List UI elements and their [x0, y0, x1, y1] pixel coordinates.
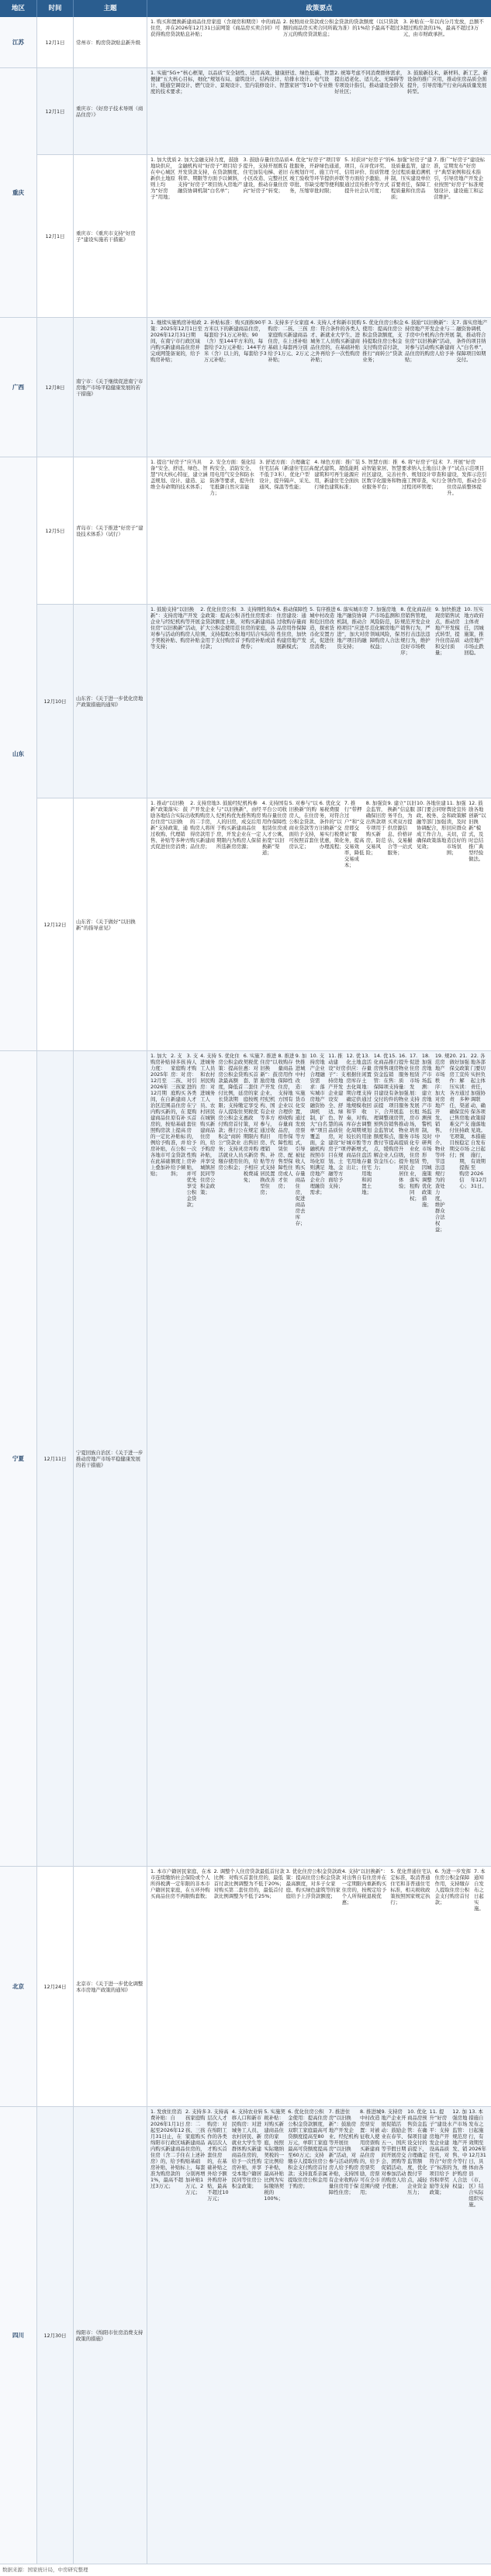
- policy-point: 7. 加强房地产市场监测和风险防范，防范化解房地产领域风险，保障购房人合法权益；: [369, 606, 400, 650]
- table-row: [0, 155, 491, 318]
- policy-point: 5. 优化普通住宅认定标准，取消普通住宅和非普通住宅标准，相关税收政策按照国家规定执行；: [390, 1868, 432, 1905]
- policy-point: 9. 加快推进城中村改造：实施货币化安置，通过发放房票等方式，引导被征收人购买存量商品住房，促进商品房去库存；: [295, 1053, 307, 1226]
- policy-point: 10. 支持房地产企业合理融资需求：落实城市房地产融资协调机制，扩大“白名单”项目覆盖面，金融机构按照市场化原则满足房地产企业合理融资需求；: [309, 1053, 328, 1195]
- policy-point: 6. 优化交易税费服务，对符合条件的“以旧换新”交易实行税费优惠，简化办理流程；: [319, 800, 344, 850]
- header-region: 地区: [0, 0, 37, 17]
- policy-point: 4. 绿色方面：推广装配式建筑、超低能耗建筑和可再生能源应用，新建住宅全面执行绿色建筑标准；: [314, 459, 361, 490]
- policy-point: 2. 支持多孩家庭购房：二孩、三孩家庭购买新建商品住房的，在上述补贴基础上，每套分别再增加补贴1万元、2万元；: [185, 2109, 207, 2195]
- policy-point: 2. 安全方面：强化结构安全、消防安全、用电用气安全和防水防渗等要求，提升住宅抵御自然灾害能力；: [209, 459, 256, 496]
- policy-point: 4. 支持进城务工人员和农村居民购房：对进城务工人员、农村居民在城镇购买新建商品住房的，给予购房补贴，并享受城镇居民同等住房公积金政策；: [200, 1053, 216, 1195]
- table-row: [0, 457, 491, 605]
- policy-point: 7. 推进住房“以旧换新”：鼓励房地产开发企业、经纪机构、国有企业等多方参与，通过收购旧房、代理销售、补贴等方式支持居民置换改善型住房；: [260, 1053, 278, 1195]
- header-points: 政策要点: [147, 0, 491, 17]
- policy-point: 4. 支持“以旧换新”：对出售自有住房并在一定期限内重新购买住房的，按规定给予个人所得税退税优惠；: [341, 1868, 389, 1905]
- region-cell: 重庆: [0, 68, 37, 318]
- row-subject: 山东省：《关于进一步优化房地产政策措施的通知》: [74, 605, 147, 798]
- row-date: 12月24日: [37, 1867, 74, 2106]
- policy-point: 1. 加大购房补贴力度：2025年12月至2026年12月期间，在自治区范围内购买新建商品住房的，按照购房款的一定比例给予购房补贴，各地市可在此基础上叠加补贴；: [150, 1053, 171, 1177]
- policy-point: 10. 压实地方政府主体责任，因城施策，推动房地产市场止跌回稳。: [464, 606, 484, 656]
- row-subject: 南宁市：《关于继续促进南宁市房地产市场平稳健康发展的若干措施》: [74, 318, 147, 457]
- row-subject: 山东省：《关于做好“以旧换新”的指导意见》: [74, 798, 147, 1050]
- table-row: [0, 605, 491, 798]
- row-date: 12月12日: [37, 798, 74, 1050]
- policy-point: 1. 加大优质地块供应，在中心城区新供土地原则上均为“好房子”用地；: [150, 157, 177, 200]
- policy-point: 3. 鼓励经纪机构参与“以旧换新”，由经纪机构优先推售购房人的旧房，成交后用于购买新建商品住房，开发企业在一定期限内为购房人保留所选新房房源；: [216, 800, 261, 850]
- policy-point: 3. 支持刚性和改善性住房需求：对购买新建商品住房的家庭，各地可结合实际给予购房补贴或消费券；: [240, 606, 277, 650]
- policy-point: 10. 各地住建部门要会同财政、税务、金融等部门加强协调配合，形成工作合力，确保政策落地见效；: [416, 800, 447, 850]
- policy-point: 22. 各地各部门要切实担负起主体责任，加强协调联动，确保各项政策措施落地见效。本措施自发布之日起施行，有效期至2026年12月31日。: [470, 1053, 487, 1189]
- policy-point: 1. 提出“好房子”应当具备“安全、舒适、绿色、智慧”四大核心特征，建立涵盖规划、设计、建造、运维全寿命期的技术体系；: [150, 459, 208, 490]
- policy-point: 5. 优化住房公积金政策：提高住房公积金贷款最高额度，降低首付比例，延长贷款期限；支持缴存人提取住房公积金支付购房首付款；推行公积金“商转公”贷款业务；支持灵活就业人员缴存使用住房公积金；: [218, 1053, 244, 1171]
- policy-point: 13. 本措施自发布之日起施行，有效期至2026年12月31日，具体由各县（市、区）结合实际组织实施。: [469, 2109, 486, 2208]
- policy-point: 9. 支持房地产企业开展促销活动：鼓励企业在春节、五一、国庆等节假日期间开展房交会、团购等促销活动，对参加活动的购房人给予优惠；: [381, 2109, 406, 2189]
- row-policy-points: [147, 318, 491, 457]
- policy-point: 5. 有序推进城中村改造和危旧房改造，探索货币化安置方式，促进住房消费；: [309, 606, 336, 650]
- row-policy-points: [147, 2107, 491, 2564]
- row-subject: 常州市：购房贷款贴息新升级: [74, 17, 147, 67]
- row-date: 12月8日: [37, 318, 74, 457]
- table-row: [0, 798, 491, 1051]
- policy-point: 1. 本市户籍居民家庭、在本市连续缴纳社会保险或个人所得税满一定年限的非本市户籍居民家庭，在五环外购买商品住房不再限购套数；: [150, 1868, 212, 1899]
- policy-point: 10. 优化商品房预售资金监管：在确保项目建设交付的前提下，合理确定监管额度，优化拨付节点，减轻企业资金压力；: [407, 2109, 427, 2195]
- policy-point: 6. 鼓励“以旧换新”：支持房地产开发企业与二手房中介机构合作开展住房“以旧换新”活动，对参与活动购买新建商品住房的购房人给予补贴；: [404, 319, 456, 363]
- table-row: [0, 17, 491, 68]
- policy-point: 8. 优化商品住房销售管理，规范开发企业销售行为，严厉打击违法违规行为，维护良好市场秩序；: [400, 606, 432, 656]
- policy-point: 2. 补贴标准：购买面积90平方米以下的新建商品住房，每套给予1万元补贴；90（含）至144平方米的，每套给予2万元补贴；144平方米（含）以上的，每套给予3万元补贴；: [203, 319, 267, 363]
- policy-point: 4. 优化“好房子”项目审批服务，开辟绿色通道，在规划许可、施工许可、竣工验收等环节提供并联审批、容缺受理等便利服务，压缩审批时限；: [289, 157, 344, 194]
- policy-point: 9. 加快推进现房销售试点，推动房地产开发模式转型，提升住房品质和交付质量；: [434, 606, 462, 656]
- policy-point: 17. 促进住房租赁市场发展：支持发展长租房市场，培育市场化专业化住房租赁企业，落实租购同权；: [410, 1053, 420, 1202]
- policy-point: 5. 优化住房公积金使用：提高住房公积金贷款额度，支持提取住房公积金支付购房首付款，推行“商转公”贷款业务；: [362, 319, 404, 363]
- policy-point: 5. 智慧方面：推动智能家居、智慧社区建设，完善社区数字化服务和物业服务平台；: [361, 459, 402, 490]
- policy-point: 6. 为进一步发挥住房公积金保障作用，支持缴存人提取住房公积金支付购房首付款；: [434, 1868, 472, 1905]
- region-cell: 北京: [0, 1867, 37, 2107]
- policy-point: 1. 购买和置换新建商品住房家庭（含现房和期房）中的商品住房，并在2026年12月31日前网签《商品房买卖合同》可获得购房贷款贴息补贴；: [150, 19, 281, 37]
- policy-point: 1. 发放住房消费补贴：自2026年1月1日起至2026年12月31日止，在绵阳市行政区域内购买新建商品住房（含二手住房）的，给予购房补贴，补贴标准为购房款的1%，最高不超过3万元；: [150, 2109, 185, 2189]
- policy-point: 2. 加大金融支持力度，鼓励金融机构对“好房子”项目给予开发贷款支持，在贷款额度、利率、期限等方面予以倾斜，支持“好房子”项目纳入房地产融资协调机制“白名单”；: [178, 157, 243, 194]
- policy-point: 6. 优化住房公积金使用：提高住房公积金贷款额度，双职工家庭最高可贷额度提高至80万元，单职工家庭最高可贷额度提高至60万元；支持缴存人提取住房公积金支付购房首付款；支持直系亲属提取住房公积金用于购房；: [288, 2109, 328, 2189]
- region-cell: 四川: [0, 2107, 37, 2564]
- policy-point: 19. 规范房地产市场秩序：加大对房地产开发、销售、中介、物业等环节违法违规行为的查处力度，维护群众合法权益；: [434, 1053, 450, 1233]
- row-policy-points: [147, 17, 491, 67]
- row-subject: 青岛市：《关于推进“好房子”建设技术体系》（试行）: [74, 457, 147, 604]
- policy-point: 18. 加强房地产市场监测：建立房地产市场监测预警机制，及时研判市场形势，因城施策调整优化政策措施；: [421, 1053, 432, 1208]
- policy-point: 5. 对获评“好房子”的项目，在评优评奖、信用评价、资质管理等方面给予激励，并通过宣传推介等方式提升社会认可度；: [344, 157, 391, 194]
- policy-point: 1. 鼓励支持“以旧换新”：支持房地产开发企业与经纪机构等开展住房“以旧换新”活动，对参与活动的购房人给予契税补贴、购房补贴等支持；: [150, 606, 201, 650]
- table-row: [0, 1051, 491, 1867]
- policy-point: 12. 优化土地供应：根据住房库存去化周期合理确定供地规模和节奏，对库存去化周期较长的城市暂停新增商品住宅用地出让；: [346, 1053, 361, 1171]
- region-cell: 广西: [0, 318, 37, 457]
- policy-point: 2. 优化住房公积金政策：提高公积金贷款额度上限，扩大公积金使用范围，支持提取公积金用于支付购房首付款；: [200, 606, 240, 650]
- table-row: [0, 1867, 491, 2107]
- policy-point: 6. 加强“好房子”建设质量监管，建立全过程质量追溯机制，压实建设单位首要责任，保障工程质量和住房品质；: [390, 157, 432, 200]
- policy-point: 8. 推进收购存量商品房用作保障性住房，支持地方国有企业以合理价格收购存量商品房，用作保障性租赁住房、配售型保障性住房或人才住房；: [278, 1053, 295, 1189]
- policy-point: 12. 鼓励各地创新“以旧换新”模式，及时总结推广典型经验做法。: [469, 800, 486, 862]
- row-date: 12月10日: [37, 605, 74, 798]
- row-date: 12月1日: [37, 68, 74, 154]
- header-date: 时间: [37, 0, 74, 17]
- policy-point: 4. 支持人才和新市民购房：符合条件的各类人才、新就业大学生、进城务工人员购买新建商品住房的，在基础补贴之外再给予一次性购房补贴；: [310, 319, 361, 363]
- policy-point: 4. 支持农业转移人口和新市民购房：对进城务工人员、农村居民、新就业大学生等群体购买新建商品住房的，给予一次性购房补贴，并享受本地户籍居民同等住房公积金政策；: [231, 2109, 263, 2189]
- row-policy-points: [147, 605, 491, 798]
- policy-point: 6. 落实城市房地产融资协调机制，推动合格项目“应进尽进”，加大对房地产项目的融资支持；: [337, 606, 370, 650]
- policy-point: 5. 对参与“以旧换新”的购房人，在住房公积金贷款、商业贷款等方面给予支持，可按照首套住房认定；: [289, 800, 320, 850]
- policy-point: 7. 开展“好房子”试点示范项目建设，发挥示范引领作用，推动全市住房品质整体提升。: [447, 459, 487, 496]
- policy-point: 15. 推行现房销售：支持有条件的项目开展现房销售试点，提高购房人信心；: [389, 1053, 399, 1164]
- policy-point: 6. 将“好房子”技术要求纳入土地出让条件、规划设计审查和施工图审查，实行全过程闭环管理；: [401, 459, 447, 490]
- policy-point: 11. 推动建设“好房子”：支持房地产开发企业建设安全、舒适、绿色、智慧的高品质住房，对建设“好房子”项目在规划、土地、金融等方面给予支持；: [328, 1053, 346, 1189]
- policy-point: 2. 调整个人住房贷款最低首付款比例：对购买首套住房的，最低首付款比例调整为不低于20%；对购买第二套住房的，最低首付款比例调整为不低于25%；: [213, 1868, 285, 1899]
- policy-point: 21. 加强政策宣传解读：通过多种渠道宣传房地产支持政策，稳定市场预期，提振购房信心；: [459, 1053, 470, 1189]
- row-policy-points: [147, 798, 491, 1050]
- policy-point: 2. 支持房地产开发企业收购购房人的二手房，购房人将所得房款用于购买新建商品住房；: [190, 800, 216, 850]
- row-policy-points: [147, 457, 491, 604]
- policy-point: 3. 优化住房公积金贷款政策：提高住房公积金贷款最高额度，对多子女家庭、购买绿色建筑等的家庭给予上浮贷款额度；: [285, 1868, 342, 1899]
- row-subject: 重庆市：《重庆市支持“好房子”建设实施若干措施》: [74, 155, 147, 317]
- policy-point: 3. 鼓励新技术、新材料、新工艺、新设备的推广应用，推动住房品质全面提升，引导房地产行业向高质量发展转型。: [406, 70, 488, 95]
- policy-point: 1. 继续实施购房补贴政策：2025年12月1日至2026年12月31日期间，在南宁市行政区域内购买新建商品住房并完成网签备案的，给予购房补贴；: [150, 319, 202, 363]
- row-subject: 宁夏回族自治区：《关于进一步推动房地产市场平稳健康发展的若干措施》: [74, 1051, 147, 1866]
- policy-point: 7. 落实房地产融资协调机制，推动符合条件的项目纳入“白名单”，保障项目如期交付。: [456, 319, 488, 363]
- row-policy-points: [147, 68, 491, 154]
- header-subject: 主题: [74, 0, 147, 17]
- row-policy-points: [147, 1051, 491, 1866]
- row-policy-points: [147, 155, 491, 317]
- policy-point: 2. 统筹考虑不同消费群体需求，提出适老化、适儿化、无障碍等专项设计指引，推动建设全龄友好社区；: [334, 70, 406, 95]
- policy-point: 1. 实施“5G+”核心框架，以品质“安全韧性、适用高效、健康舒适、绿色低碳、智慧便捷”五大核心目标，细化“规划布局、建筑设计、结构设计、给排水设计、电气设计、暖通空调设计、燃气设计、景观设计、室内装修设计、智慧家居”等10个专业维度的技术要求；: [150, 70, 334, 95]
- policy-point: 11. 提升“好房子”建设水平：支持房地产开发企业建设高品质住宅，对符合“好房子”标准的项目给予容积率奖励等支持政策；: [429, 2109, 452, 2195]
- policy-point: 20. 做好保交房工作：压实各方责任，确保已售难交付住宅项目按期交付；: [449, 1053, 460, 1158]
- policy-point: 3. 支持多子女家庭购房：二孩、三孩家庭购买新建商品住房，在上述补贴基础上每套再分别给予1万元、2万元补贴；: [268, 319, 309, 363]
- policy-point: 3. 舒适方面：合理确定住宅层高（新建住宅层高不低于3米），优化户型设计，提升隔声、采光、通风、保温等性能；: [259, 459, 314, 490]
- policy-point: 2. 按照商业贷款或公积金贷款的贷款额度（以只贷款额的商品房买卖合同所载为准）的1%给予最高不超过3万元的购房贷款贴息；: [282, 19, 403, 37]
- table-row: [0, 318, 491, 457]
- policy-point: 3. 支持高层次人才购房：对在绵阳工作的各类高层次人才购买首套住房的，在基础补贴之外给予额外购房补贴，最高不超过10万元；: [207, 2109, 229, 2202]
- policy-point: 3. 鼓励存量住房品质提升，支持开展既有住宅加装电梯、老旧小区改造、完整社区建设，推动存量住房向“好房子”转变；: [243, 157, 289, 194]
- policy-point: 7. 推广“好房子”建设标准，定期发布“好房子”典型案例和技术指引，引导房地产开发企业按照“好房子”标准规划设计、建设施工和运营维护。: [434, 157, 485, 200]
- row-subject: 重庆市：《好房子技术导则（商品住房）》: [74, 68, 147, 154]
- policy-point: 16. 提升物业服务质量：加强物业服务监管，推动物业服务提质升级，提升居民居住体验；: [398, 1053, 409, 1189]
- policy-point: 9. 建立“以旧换新”信息服务平台，为买卖双方提供房源信息、价格评估、交易撮合等一站式服务；: [387, 800, 417, 856]
- policy-point: 1. 推动“以旧换新”政策落实：鼓励各地结合实际出台住房“以旧换新”支持政策，通过收购、代理销售、补贴等多种方式促进住房消费；: [150, 800, 191, 850]
- policy-point: 3. 补贴在一年以内分月发放，总额不超过购房款的1%，最高不超过3万元，由市财政承担。: [403, 19, 484, 37]
- row-date: 12月1日: [37, 17, 74, 67]
- row-policy-points: [147, 1867, 491, 2106]
- policy-point: 14. 优化商品房预售资金监管：在保障项目建设交付的前提下，合理调整预售资金监管额度和拨付节点，缓解企业资金压力；: [373, 1053, 389, 1171]
- policy-point: 8. 加强资金监管，确保旧房出售款项专项用于购买新房，防范交易风险；: [365, 800, 388, 856]
- policy-point: 6. 实施契税优惠：对购买首套、第二套住房的家庭按规定享受契税优惠政策，对在规定期限内出售旧房并购买新房的，给予相应税费减免；: [243, 1053, 260, 1183]
- policy-point: 8. 推进城中村改造房票安置：对被征收人使用房票购买新建商品住房的，给予房票奖励，房票可在全市范围内使用；: [359, 2109, 382, 2195]
- row-subject: 绵阳市：《绵阳市住房消费支持政策的措施》: [74, 2107, 147, 2564]
- row-date: 12月30日: [37, 2107, 74, 2564]
- row-subject: 北京市：《关于进一步优化调整本市房地产政策的通知》: [74, 1867, 147, 2106]
- row-date: 12月1日: [37, 155, 74, 317]
- policy-point: 5. 实施契税补贴：对购买新建商品住房的家庭，按照实际缴纳契税的一定比例给予补贴，最高补贴比例为实际缴纳契税的100%；: [264, 2109, 285, 2202]
- policy-point: 4. 支持国有平台公司收购存量住房用作保障性租赁住房或人才公寓，拓宽“以旧换新”渠道；: [261, 800, 289, 856]
- region-cell: 山东: [0, 457, 37, 1051]
- policy-point: 7. 推行“带押过户”和“交房即交证”服务，提高交易效率，降低交易成本；: [344, 800, 365, 868]
- policy-point: 11. 加强舆论宣传和政策解读，及时回应群众关切，营造良好的市场氛围；: [446, 800, 467, 856]
- policy-point: 13. 盘活存量闲置土地：支持通过收回收购、调整规划用途等方式，盘活存量住宅用地和闲置土地；: [361, 1053, 372, 1195]
- policy-point: 2. 支持多孩家庭购房：对二孩、三孩家庭购买新建商品住房的，在原有补贴基础上提高补贴标准，并在公积金贷款额度上给予倾斜；: [171, 1053, 186, 1177]
- policy-point: 12. 加强房地产市场监管：规范房地产开发、销售、中介等行为，维护购房人合法权益；: [452, 2109, 468, 2189]
- policy-point: 7. 本通知自发布之日起实施。: [474, 1868, 486, 1912]
- row-date: 12月5日: [37, 457, 74, 604]
- region-cell: 宁夏: [0, 1051, 37, 1867]
- region-cell: 江苏: [0, 17, 37, 68]
- table-row: [0, 2107, 491, 2564]
- policy-point: 7. 推进住房“以旧换新”：鼓励房地产开发企业、经纪机构等开展住房“以旧换新”活动，对参与活动的购房人给予购房补贴，支持国有企业收购存量住房用于保障性住房；: [328, 2109, 359, 2195]
- source-note: 数据来源：国家统计局，中房研究整理: [2, 2567, 88, 2573]
- table-row: [0, 68, 491, 155]
- row-date: 12月11日: [37, 1051, 74, 1866]
- policy-point: 3. 支持人才购房：对引进的各类人才在宁夏购买首套住房的，给予一次性购房补贴，并可优先享受公积金贷款；: [186, 1053, 199, 1208]
- policy-point: 4. 推动保障性住房建设：通过收购存量商品房用作保障性住房，加快构建房地产发展新模式；: [276, 606, 308, 650]
